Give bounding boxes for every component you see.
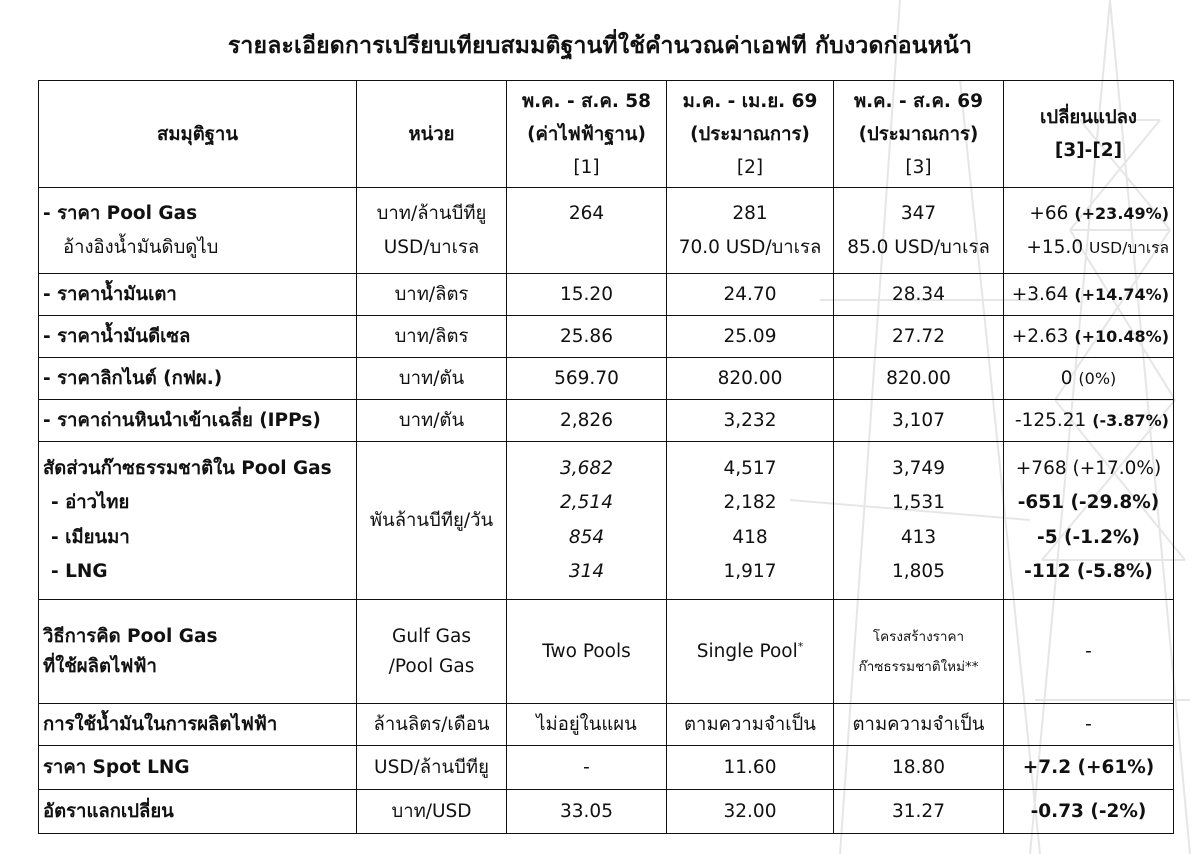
fx-change: -0.73 (-2%) — [1004, 790, 1174, 834]
spot-lng-v2: 11.60 — [667, 746, 834, 790]
diesel-v2: 25.09 — [667, 316, 834, 358]
gas-share-v3-myanmar: 413 — [900, 526, 937, 548]
gas-share-change-total: +768 (+17.0%) — [1015, 457, 1162, 479]
method-label-1: วิธีการคิด Pool Gas — [43, 625, 218, 647]
coal-change: -125.21 — [1014, 410, 1087, 431]
fuel-oil-v2: 24.70 — [667, 274, 834, 316]
fuel-oil-change-pct: (+14.74%) — [1074, 285, 1169, 304]
pool-gas-unit2: USD/บาเรล — [383, 236, 480, 258]
lignite-v1: 569.70 — [507, 358, 667, 400]
table-row-pool-gas — [39, 188, 1174, 274]
table-row-fx — [39, 790, 1174, 834]
gas-share-v1-lng: 314 — [568, 561, 605, 582]
oil-use-v1: ไม่อยู่ในแผน — [507, 704, 667, 746]
lignite-label: - ราคาลิกไนต์ (กฟผ.) — [39, 358, 357, 400]
lignite-v2: 820.00 — [667, 358, 834, 400]
pool-gas-change: +66 — [1029, 202, 1069, 224]
table-row-spot-lng — [39, 746, 1174, 790]
pool-gas-v2b: 70.0 USD/บาเรล — [678, 236, 822, 258]
gas-share-v2-lng: 1,917 — [723, 561, 777, 582]
fx-v1: 33.05 — [507, 790, 667, 834]
pool-gas-change2-unit: USD/บาเรล — [1088, 238, 1169, 257]
method-v1: Two Pools — [507, 600, 667, 704]
coal-change-pct: (-3.87%) — [1092, 411, 1169, 430]
diesel-change: +2.63 — [1011, 326, 1069, 347]
pool-gas-unit: บาท/ล้านบีทียู — [376, 202, 487, 224]
oil-use-change: - — [1004, 704, 1174, 746]
spot-lng-unit: USD/ล้านบีทียู — [357, 746, 507, 790]
diesel-change-pct: (+10.48%) — [1074, 327, 1169, 346]
pool-gas-change2: +15.0 — [1026, 236, 1084, 258]
comparison-table — [38, 80, 1174, 834]
method-v2-mark: * — [797, 640, 804, 654]
lignite-unit: บาท/ตัน — [357, 358, 507, 400]
method-unit-2: /Pool Gas — [388, 655, 475, 677]
gas-share-v1-total: 3,682 — [560, 457, 613, 479]
coal-v2: 3,232 — [667, 400, 834, 442]
table-row-gas-share — [39, 442, 1174, 600]
lignite-v3: 820.00 — [834, 358, 1004, 400]
diesel-v3: 27.72 — [834, 316, 1004, 358]
header-row — [39, 81, 1174, 188]
gas-share-lng-label: - LNG — [51, 561, 108, 582]
table-row-fuel-oil — [39, 274, 1174, 316]
gas-share-v1-myanmar: 854 — [568, 526, 605, 548]
pool-gas-v1: 264 — [568, 202, 605, 224]
gas-share-gulf-label: - อ่าวไทย — [51, 492, 130, 513]
fuel-oil-unit: บาท/ลิตร — [357, 274, 507, 316]
oil-use-v3: ตามความจำเป็น — [834, 704, 1004, 746]
gas-share-v1-gulf: 2,514 — [560, 492, 613, 513]
method-v3-line1: โครงสร้างราคา — [872, 628, 965, 645]
fx-v2: 32.00 — [667, 790, 834, 834]
gas-share-v2-gulf: 2,182 — [723, 492, 777, 513]
gas-share-v3-lng: 1,805 — [892, 561, 945, 582]
gas-share-v3-gulf: 1,531 — [892, 492, 945, 513]
gas-share-change-lng: -112 (-5.8%) — [1024, 561, 1153, 582]
gas-share-unit: พันล้านบีทียู/วัน — [357, 442, 507, 600]
table-row-method — [39, 600, 1174, 704]
oil-use-label: การใช้น้ำมันในการผลิตไฟฟ้า — [39, 704, 357, 746]
header-unit: หน่วย — [357, 81, 507, 188]
oil-use-unit: ล้านลิตร/เดือน — [357, 704, 507, 746]
header-col2: ม.ค. - เม.ย. 69 (ประมาณการ) [2] — [667, 81, 834, 188]
table-row-lignite — [39, 358, 1174, 400]
spot-lng-change: +7.2 (+61%) — [1004, 746, 1174, 790]
page-title: รายละเอียดการเปรียบเทียบสมมติฐานที่ใช้คำนวณค่าเอฟที กับงวดก่อนหน้า — [227, 33, 973, 59]
gas-share-change-gulf: -651 (-29.8%) — [1017, 492, 1160, 513]
header-col1: พ.ค. - ส.ค. 58 (ค่าไฟฟ้าฐาน) [1] — [507, 81, 667, 188]
fuel-oil-change: +3.64 — [1011, 284, 1069, 305]
method-label-2: ที่ใช้ผลิตไฟฟ้า — [43, 655, 157, 677]
table-row-coal — [39, 400, 1174, 442]
coal-unit: บาท/ตัน — [357, 400, 507, 442]
diesel-label: - ราคาน้ำมันดีเซล — [39, 316, 357, 358]
pool-gas-v2: 281 — [732, 202, 768, 224]
coal-v3: 3,107 — [834, 400, 1004, 442]
table-row-oil-use — [39, 704, 1174, 746]
coal-label: - ราคาถ่านหินนำเข้าเฉลี่ย (IPPs) — [39, 400, 357, 442]
pool-gas-label: - ราคา Pool Gas — [43, 202, 198, 224]
lignite-change-pct: (0%) — [1078, 369, 1117, 388]
gas-share-change-myanmar: -5 (-1.2%) — [1037, 526, 1140, 548]
method-v3-line2: ก๊าซธรรมชาติใหม่** — [858, 658, 979, 675]
oil-use-v2: ตามความจำเป็น — [667, 704, 834, 746]
spot-lng-label: ราคา Spot LNG — [39, 746, 357, 790]
method-unit-1: Gulf Gas — [392, 625, 471, 647]
diesel-v1: 25.86 — [507, 316, 667, 358]
gas-share-label: สัดส่วนก๊าซธรรมชาติใน Pool Gas — [43, 457, 332, 479]
header-change: เปลี่ยนแปลง [3]-[2] — [1004, 81, 1174, 188]
gas-share-v2-myanmar: 418 — [732, 526, 768, 548]
fx-unit: บาท/USD — [357, 790, 507, 834]
header-col3: พ.ค. - ส.ค. 69 (ประมาณการ) [3] — [834, 81, 1004, 188]
pool-gas-v3b: 85.0 USD/บาเรล — [847, 236, 990, 258]
fuel-oil-label: - ราคาน้ำมันเตา — [39, 274, 357, 316]
gas-share-v2-total: 4,517 — [723, 457, 777, 479]
fx-v3: 31.27 — [834, 790, 1004, 834]
fuel-oil-v3: 28.34 — [834, 274, 1004, 316]
header-assumption: สมมุติฐาน — [39, 81, 357, 188]
method-change: - — [1004, 600, 1174, 704]
fx-label: อัตราแลกเปลี่ยน — [39, 790, 357, 834]
pool-gas-sublabel: อ้างอิงน้ำมันดิบดูไบ — [63, 236, 219, 258]
lignite-change: 0 — [1060, 368, 1073, 389]
diesel-unit: บาท/ลิตร — [357, 316, 507, 358]
pool-gas-change-pct: (+23.49%) — [1074, 203, 1169, 223]
method-v2: Single Pool — [696, 641, 798, 663]
fuel-oil-v1: 15.20 — [507, 274, 667, 316]
spot-lng-v1: - — [507, 746, 667, 790]
coal-v1: 2,826 — [507, 400, 667, 442]
table-row-diesel — [39, 316, 1174, 358]
spot-lng-v3: 18.80 — [834, 746, 1004, 790]
pool-gas-v3: 347 — [900, 202, 937, 224]
gas-share-v3-total: 3,749 — [892, 457, 945, 479]
gas-share-myanmar-label: - เมียนมา — [51, 526, 130, 548]
